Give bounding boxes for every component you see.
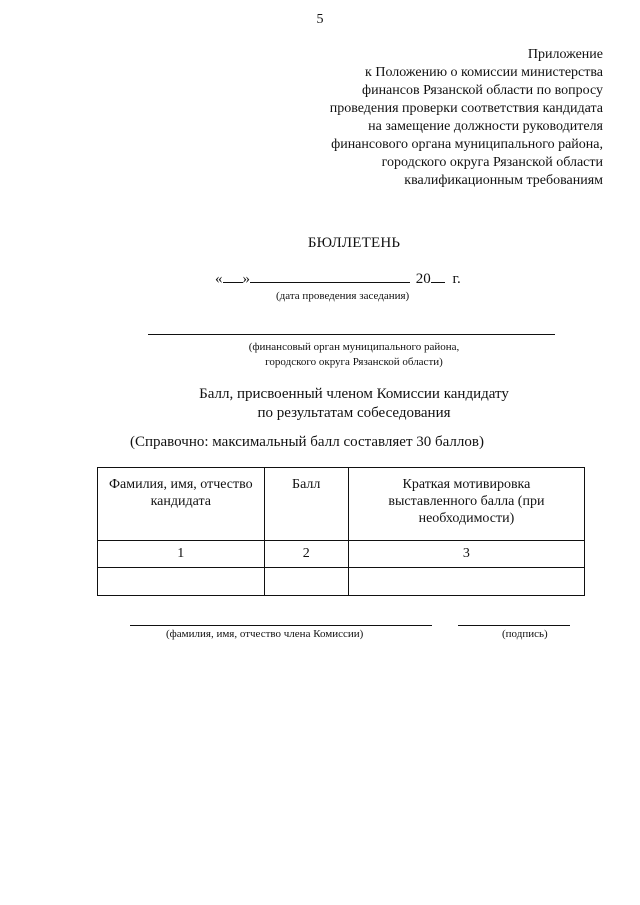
date-day-blank <box>223 270 243 283</box>
reference-note: (Справочно: максимальный балл составляет 30 баллов) <box>130 434 484 450</box>
appendix-line: на замещение должности руководителя <box>368 119 603 134</box>
motivation-cell[interactable] <box>348 568 584 596</box>
org-caption-line: (финансовый орган муниципального района, <box>248 341 460 353</box>
member-name-line <box>130 625 432 626</box>
appendix-line: финансов Рязанской области по вопросу <box>362 83 603 98</box>
table-header-row <box>98 468 585 541</box>
signature-caption: (подпись) <box>502 628 548 640</box>
subtitle <box>0 385 640 423</box>
member-name-caption: (фамилия, имя, отчество члена Комиссии) <box>166 628 364 640</box>
date-caption: (дата проведения заседания) <box>276 290 410 302</box>
date-year-prefix: 20 <box>415 271 431 287</box>
org-fill-line <box>148 334 555 335</box>
header-line: Фамилия, имя, отчество <box>108 477 253 492</box>
header-line: необходимости) <box>418 511 515 526</box>
document-title: БЮЛЛЕТЕНЬ <box>307 235 401 251</box>
score-table <box>97 467 585 596</box>
table-number-row <box>98 541 585 568</box>
appendix-line: финансового органа муниципального района, <box>331 137 603 152</box>
header-line: Краткая мотивировка <box>402 477 531 492</box>
date-close-quote: » <box>242 271 250 287</box>
appendix-line: квалификационным требованиям <box>404 173 603 188</box>
column-number: 1 <box>98 541 265 568</box>
column-number: 3 <box>348 541 584 568</box>
signature-line <box>458 625 570 626</box>
table-row <box>98 568 585 596</box>
date-year-suffix: г. <box>452 271 461 287</box>
header-line: кандидата <box>150 494 211 509</box>
date-month-blank <box>250 270 410 283</box>
appendix-line: городского округа Рязанской области <box>381 155 603 170</box>
header-score <box>264 468 348 541</box>
header-motivation <box>348 468 584 541</box>
score-cell[interactable] <box>264 568 348 596</box>
appendix-line: Приложение <box>527 47 603 62</box>
appendix-header <box>273 46 603 190</box>
candidate-name-cell[interactable] <box>98 568 265 596</box>
org-caption-line: городского округа Рязанской области) <box>265 356 443 368</box>
column-number: 2 <box>264 541 348 568</box>
header-line: выставленного балла (при <box>388 494 545 509</box>
org-caption <box>0 340 640 370</box>
date-row <box>215 270 461 288</box>
appendix-line: к Положению о комиссии министерства <box>365 65 603 80</box>
header-line: Балл <box>292 477 321 492</box>
date-year-blank <box>431 270 445 283</box>
page-number: 5 <box>316 12 324 27</box>
header-candidate-name <box>98 468 265 541</box>
appendix-line: проведения проверки соответствия кандидата <box>329 101 603 116</box>
date-open-quote: « <box>215 271 223 287</box>
subtitle-line: по результатам собеседования <box>257 405 451 421</box>
subtitle-line: Балл, присвоенный членом Комиссии кандидату <box>199 386 509 402</box>
